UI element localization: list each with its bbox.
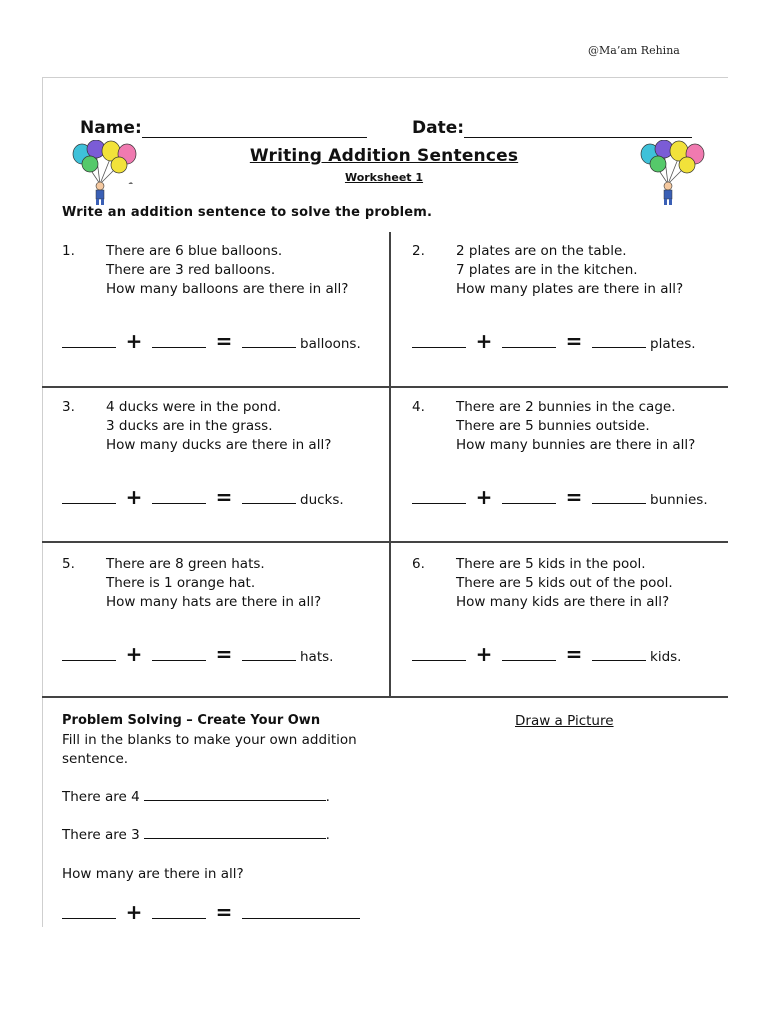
fill-question: How many are there in all? <box>62 866 244 882</box>
own-answer-sentence <box>62 900 360 924</box>
problem-line: How many hats are there in all? <box>106 594 322 610</box>
equals-sign: = <box>215 485 233 509</box>
grid-divider-row-3 <box>42 696 728 698</box>
plus-sign: + <box>475 642 493 666</box>
plus-sign: + <box>125 642 143 666</box>
fill-blank[interactable] <box>144 827 326 839</box>
grid-divider-row-1 <box>42 386 728 388</box>
problem-number: 4. <box>412 399 425 415</box>
equals-sign: = <box>565 329 583 353</box>
draw-picture-heading: Draw a Picture <box>515 713 614 729</box>
grid-divider-row-2 <box>42 541 728 543</box>
author-credit: @Ma’am Rehina <box>588 44 680 57</box>
date-field[interactable] <box>412 118 692 138</box>
addend-blank[interactable] <box>502 649 556 661</box>
addend-blank[interactable] <box>62 907 116 919</box>
fill-line-1: There are 4 . <box>62 789 330 805</box>
name-blank[interactable] <box>142 122 367 138</box>
name-label: Name: <box>80 118 142 138</box>
sum-blank[interactable] <box>592 492 646 504</box>
equals-sign: = <box>215 900 233 924</box>
answer-unit: balloons. <box>300 336 361 352</box>
addend-blank[interactable] <box>152 907 206 919</box>
problem-line: There are 5 kids out of the pool. <box>456 575 673 591</box>
problem-line: How many ducks are there in all? <box>106 437 332 453</box>
addend-blank[interactable] <box>62 492 116 504</box>
problem-number: 3. <box>62 399 75 415</box>
fill-blank[interactable] <box>144 789 326 801</box>
worksheet-subtitle: Worksheet 1 <box>344 171 424 184</box>
sum-blank[interactable] <box>242 492 296 504</box>
problem-solving-title: Problem Solving – Create Your Own <box>62 713 321 728</box>
problem-line: 2 plates are on the table. <box>456 243 627 259</box>
answer-sentence <box>412 485 708 510</box>
addend-blank[interactable] <box>412 336 466 348</box>
problem-line: 4 ducks were in the pond. <box>106 399 282 415</box>
plus-sign: + <box>125 485 143 509</box>
equals-sign: = <box>215 642 233 666</box>
addend-blank[interactable] <box>502 336 556 348</box>
answer-sentence <box>62 642 334 667</box>
fill-line-text: There are 3 <box>62 827 140 843</box>
problem-solving-instructions: Fill in the blanks to make your own addition sentence. <box>62 732 357 767</box>
problem-line: 3 ducks are in the grass. <box>106 418 273 434</box>
answer-unit: bunnies. <box>650 492 708 508</box>
date-label: Date: <box>412 118 465 138</box>
fill-line-text: There are 4 <box>62 789 140 805</box>
addend-blank[interactable] <box>62 336 116 348</box>
plus-sign: + <box>475 485 493 509</box>
problem-number: 1. <box>62 243 75 259</box>
answer-unit: hats. <box>300 649 334 665</box>
addend-blank[interactable] <box>412 492 466 504</box>
problem-line: There are 6 blue balloons. <box>106 243 283 259</box>
problem-line: There are 8 green hats. <box>106 556 265 572</box>
date-blank[interactable] <box>464 122 692 138</box>
fill-line-2: There are 3 . <box>62 827 330 843</box>
equals-sign: = <box>565 642 583 666</box>
addend-blank[interactable] <box>152 492 206 504</box>
plus-sign: + <box>125 900 143 924</box>
problem-line: How many balloons are there in all? <box>106 281 349 297</box>
problem-line: How many kids are there in all? <box>456 594 670 610</box>
plus-sign: + <box>475 329 493 353</box>
grid-divider-vertical <box>389 232 391 697</box>
addend-blank[interactable] <box>412 649 466 661</box>
answer-unit: kids. <box>650 649 682 665</box>
answer-unit: ducks. <box>300 492 344 508</box>
problem-line: There are 5 kids in the pool. <box>456 556 646 572</box>
sum-blank[interactable] <box>242 649 296 661</box>
problem-number: 2. <box>412 243 425 259</box>
addend-blank[interactable] <box>152 649 206 661</box>
sum-blank[interactable] <box>242 907 360 919</box>
problem-number: 6. <box>412 556 425 572</box>
problem-number: 5. <box>62 556 75 572</box>
addend-blank[interactable] <box>502 492 556 504</box>
problem-line: 7 plates are in the kitchen. <box>456 262 638 278</box>
answer-sentence <box>412 642 682 667</box>
problem-line: How many plates are there in all? <box>456 281 684 297</box>
sum-blank[interactable] <box>592 336 646 348</box>
worksheet-title: Writing Addition Sentences <box>249 146 519 166</box>
name-field[interactable] <box>80 118 367 138</box>
addend-blank[interactable] <box>62 649 116 661</box>
problem-line: There are 5 bunnies outside. <box>456 418 650 434</box>
instructions: Write an addition sentence to solve the problem. <box>62 205 433 220</box>
problem-line: How many bunnies are there in all? <box>456 437 696 453</box>
svg-text:☁: ☁ <box>128 180 133 186</box>
problem-line: There are 2 bunnies in the cage. <box>456 399 676 415</box>
sum-blank[interactable] <box>242 336 296 348</box>
answer-unit: plates. <box>650 336 696 352</box>
addend-blank[interactable] <box>152 336 206 348</box>
answer-sentence <box>62 329 361 354</box>
plus-sign: + <box>125 329 143 353</box>
problem-line: There are 3 red balloons. <box>106 262 276 278</box>
problem-line: There is 1 orange hat. <box>106 575 256 591</box>
equals-sign: = <box>215 329 233 353</box>
equals-sign: = <box>565 485 583 509</box>
answer-sentence <box>62 485 344 510</box>
sum-blank[interactable] <box>592 649 646 661</box>
answer-sentence <box>412 329 696 354</box>
